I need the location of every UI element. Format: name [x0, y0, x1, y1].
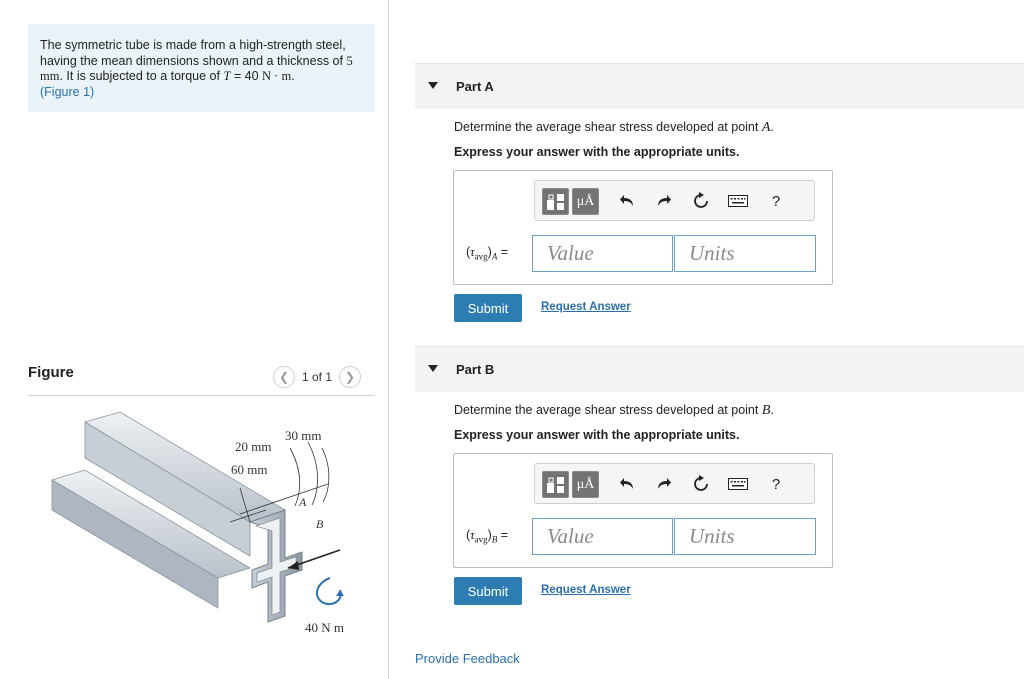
equation-toolbar: [534, 180, 815, 221]
point-symbol: A: [761, 120, 771, 135]
units-input[interactable]: [674, 235, 816, 272]
chevron-left-icon[interactable]: ❮: [273, 366, 295, 388]
question-text: Determine the average shear stress developed at point: [454, 403, 762, 417]
units-label: μÅ: [576, 476, 595, 492]
problem-text-3: .: [291, 69, 295, 83]
question-text: Determine the average shear stress developed at point: [454, 120, 762, 134]
part-a-submit-button[interactable]: Submit: [454, 294, 522, 322]
reset-icon[interactable]: [690, 473, 712, 495]
units-input[interactable]: [674, 518, 816, 555]
point-b-label: B: [316, 517, 324, 531]
point-symbol: B: [761, 403, 771, 418]
templates-icon: [546, 476, 566, 494]
thickness-value: 5 mm: [40, 53, 353, 83]
value-input[interactable]: [532, 518, 673, 555]
redo-icon[interactable]: [653, 190, 675, 212]
figure-divider: [28, 395, 375, 396]
part-b-title: Part B: [456, 362, 495, 377]
caret-down-icon[interactable]: [428, 365, 438, 372]
tube-figure: [40, 410, 360, 640]
undo-icon[interactable]: [616, 473, 638, 495]
templates-button[interactable]: [542, 471, 569, 498]
question-suffix: .: [770, 403, 774, 417]
dim-20-label: 20 mm: [235, 439, 272, 454]
part-b-submit-button[interactable]: Submit: [454, 577, 522, 605]
tau-subscript: avg: [474, 251, 488, 262]
part-b-question: [454, 403, 774, 419]
help-button[interactable]: ?: [771, 475, 781, 493]
part-a-request-answer-link[interactable]: Request Answer: [541, 301, 631, 313]
question-suffix: .: [770, 120, 774, 134]
help-button[interactable]: ?: [771, 192, 781, 210]
part-b-header[interactable]: [415, 346, 1024, 392]
part-b-instruction: Express your answer with the appropriate units.: [454, 428, 740, 442]
part-b-request-answer-link[interactable]: Request Answer: [541, 584, 631, 596]
point-a-label: A: [299, 495, 307, 509]
problem-text-2: . It is subjected to a torque of: [59, 69, 220, 83]
value-input[interactable]: [532, 235, 673, 272]
equation-toolbar: [534, 463, 815, 504]
units-label: μÅ: [576, 193, 595, 209]
figure-pager: [273, 366, 361, 388]
figure-title: Figure: [28, 364, 74, 381]
torque-curl: [317, 578, 341, 604]
undo-icon[interactable]: [616, 190, 638, 212]
torque-label: 40 N m: [305, 620, 344, 635]
problem-text: The symmetric tube is made from a high-strength steel, having the mean dimensions shown and a thickness of: [40, 38, 346, 68]
units-button[interactable]: [572, 471, 599, 498]
templates-button[interactable]: [542, 188, 569, 215]
part-a-eq-label: $(\tau_{avg})_A$ =: [466, 245, 509, 262]
redo-icon[interactable]: [653, 473, 675, 495]
eq-point: A: [491, 251, 498, 262]
torque-equals: = 40: [230, 69, 263, 83]
keyboard-icon[interactable]: [727, 190, 749, 212]
tau-subscript: avg: [474, 534, 488, 545]
reset-icon[interactable]: [690, 190, 712, 212]
keyboard-icon[interactable]: [727, 473, 749, 495]
eq-point: B: [491, 534, 498, 545]
torque-units: N · m: [262, 69, 292, 83]
pager-label: 1 of 1: [302, 370, 333, 384]
tau-symbol: τ: [470, 528, 475, 542]
tau-symbol: τ: [470, 245, 475, 259]
templates-icon: [546, 193, 566, 211]
part-a-instruction: Express your answer with the appropriate units.: [454, 145, 740, 159]
units-button[interactable]: [572, 188, 599, 215]
column-divider: [388, 0, 389, 679]
problem-statement: [28, 24, 375, 112]
provide-feedback-link[interactable]: Provide Feedback: [415, 651, 520, 666]
dim-30-label: 30 mm: [285, 428, 322, 443]
chevron-right-icon[interactable]: ❯: [339, 366, 361, 388]
part-a-title: Part A: [456, 79, 494, 94]
part-b-eq-label: $(\tau_{avg})_B$ =: [466, 528, 509, 545]
part-b-answer-box: [453, 453, 833, 568]
caret-down-icon[interactable]: [428, 82, 438, 89]
part-a-header[interactable]: [415, 63, 1024, 109]
figure-link[interactable]: (Figure 1): [40, 84, 95, 99]
dim-60-label: 60 mm: [231, 462, 268, 477]
torque-symbol: T: [223, 69, 231, 83]
part-a-answer-box: [453, 170, 833, 285]
part-a-question: [454, 120, 774, 136]
